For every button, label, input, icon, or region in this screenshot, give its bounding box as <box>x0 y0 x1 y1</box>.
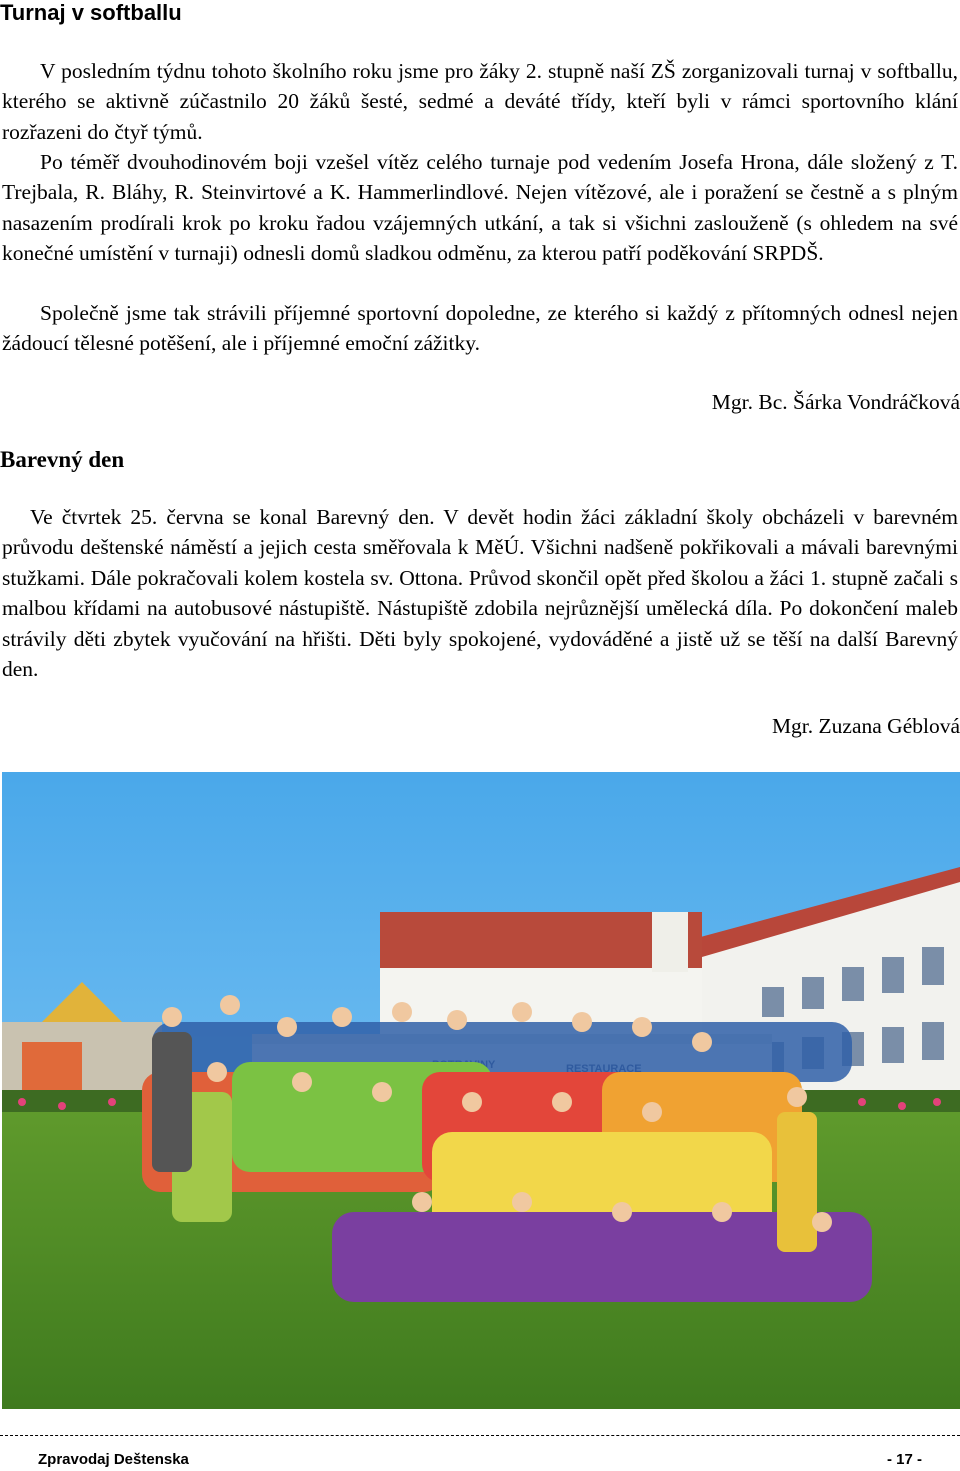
paragraph: Ve čtvrtek 25. června se konal Barevný den. V devět hodin žáci základní školy obcházeli v barevném průvodu deštenské náměstí a jejich cesta směřovala k MěÚ. Všichni nadšeně pokřikovali a mávali barevnými stužkami. Dále pokračovali kolem kostela sv. Ottona. Průvod skončil opět před školou a žáci 1. stupně začali s malbou křídami na autobusové nástupiště. Nástupiště zdobila nejrůznější umělecká díla. Po dokončení maleb strávily děti zbytek vyučování na hřišti. Děti byly spokojené, vydováděné a jistě už se těší na další Barevný den. <box>2 505 958 682</box>
article-title-barevny-den: Barevný den <box>0 447 125 472</box>
author-signature: Mgr. Bc. Šárka Vondráčková <box>711 390 960 414</box>
footer-divider <box>0 1435 960 1436</box>
footer-publication: Zpravodaj Deštenska <box>38 1451 189 1468</box>
group-photo <box>2 772 960 1409</box>
author-signature: Mgr. Zuzana Géblová <box>771 714 960 738</box>
paragraph: V posledním týdnu tohoto školního roku jsme pro žáky 2. stupně naší ZŠ zorganizovali turnaj v softballu, kterého se aktivně zúčastnilo 20 žáků šesté, sedmé a deváté třídy, kteří byli v rámci sportovního klání rozřazeni do čtyř týmů. <box>2 59 958 144</box>
paragraph: Společně jsme tak strávili příjemné sportovní dopoledne, ze kterého si každý z přítomných odnesl nejen žádoucí tělesné potěšení, ale i příjemné emoční zážitky. <box>2 301 958 356</box>
article-title-softball: Turnaj v softballu <box>0 0 182 25</box>
page-number: - 17 - <box>886 1451 922 1468</box>
paragraph: Po téměř dvouhodinovém boji vzešel vítěz celého turnaje pod vedením Josefa Hrona, dále složený z T. Trejbala, R. Bláhy, R. Steinvirtové a K. Hammerlindlové. Nejen vítězové, ale i poražení se čestně a s plným nasazením prodírali krok po kroku řadou vzájemných utkání, a tak si všichni zaslouženě (s ohledem na své konečné umístění v turnaji) odnesli domů sladkou odměnu, za kterou patří poděkování SRPDŠ. <box>2 150 958 266</box>
